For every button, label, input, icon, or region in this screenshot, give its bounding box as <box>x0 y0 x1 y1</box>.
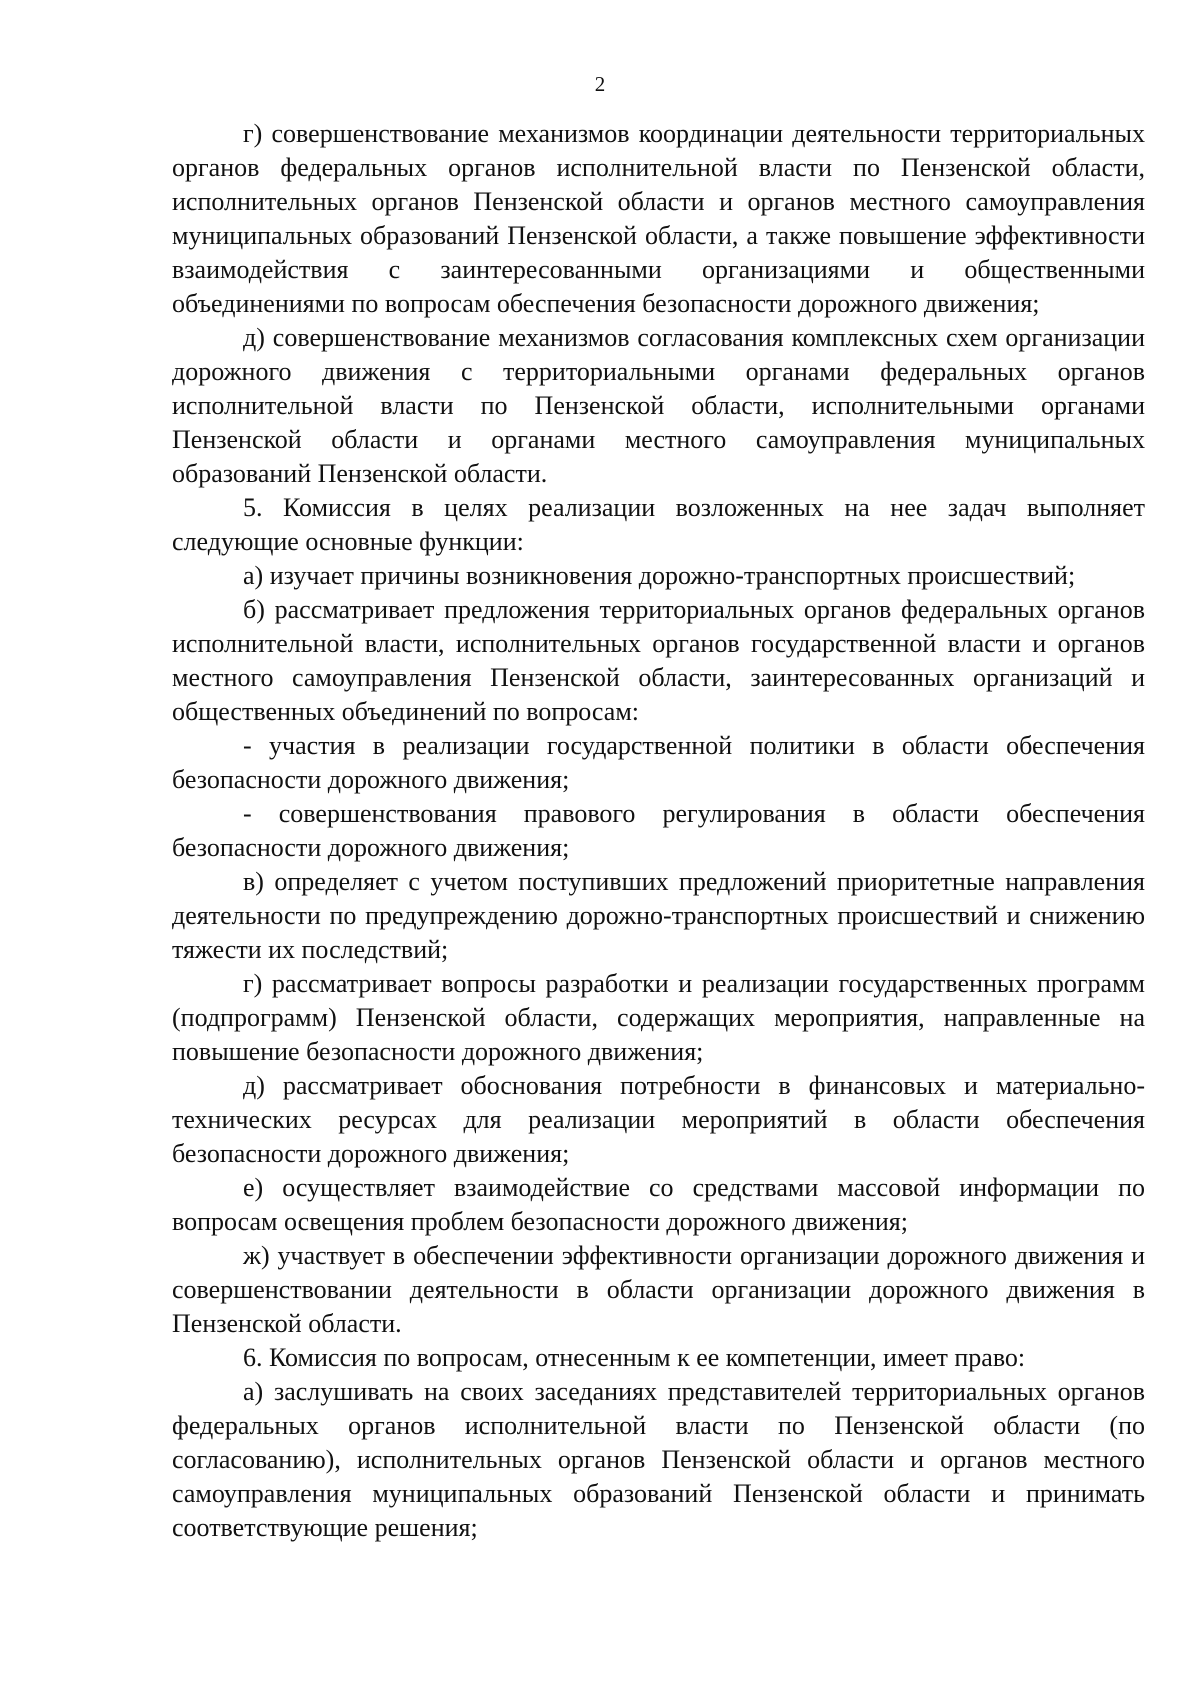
paragraph-g-state-programs: г) рассматривает вопросы разработки и реализации государственных программ (подпрограмм) Пензенской области, содержащих мероприятия, направленные на повышение безопасности дорожного движения; <box>172 969 1145 1066</box>
paragraph-5-functions: 5. Комиссия в целях реализации возложенных на нее задач выполняет следующие основные функции: <box>172 493 1145 556</box>
paragraph-v-priorities: в) определяет с учетом поступивших предложений приоритетные направления деятельности по предупреждению дорожно-транспортных происшествий и снижению тяжести их последствий; <box>172 867 1145 964</box>
paragraph-e-mass-media: е) осуществляет взаимодействие со средствами массовой информации по вопросам освещения проблем безопасности дорожного движения; <box>172 1173 1145 1236</box>
paragraph-a-studies-causes: а) изучает причины возникновения дорожно-транспортных происшествий; <box>243 561 1076 590</box>
page-number: 2 <box>594 72 606 96</box>
paragraph-dash-state-policy: - участия в реализации государственной политики в области обеспечения безопасности дорожного движения; <box>172 731 1145 794</box>
document-body <box>172 117 1145 1545</box>
paragraph-6-rights: 6. Комиссия по вопросам, отнесенным к ее компетенции, имеет право: <box>243 1343 1026 1372</box>
paragraph-a-hearings: а) заслушивать на своих заседаниях представителей территориальных органов федеральных органов исполнительной власти по Пензенской области (по согласованию), исполнительных органов Пензенской области и органов местного самоуправления муниципальных образований Пензенской области и принимать соответствующие решения; <box>172 1377 1145 1542</box>
paragraph-d-resources: д) рассматривает обоснования потребности в финансовых и материально-технических ресурсах для реализации мероприятий в области обеспечения безопасности дорожного движения; <box>172 1071 1145 1168</box>
paragraph-zh-traffic-organization: ж) участвует в обеспечении эффективности организации дорожного движения и совершенствовании деятельности в области организации дорожного движения в Пензенской области. <box>172 1241 1145 1338</box>
paragraph-d-traffic-schemes: д) совершенствование механизмов согласования комплексных схем организации дорожного движения с территориальными органами федеральных органов исполнительной власти по Пензенской области, исполнительными органами Пензенской области и органами местного самоуправления муниципальных образований Пензенской области. <box>172 323 1145 488</box>
paragraph-g-coordination: г) совершенствование механизмов координации деятельности территориальных органов федеральных органов исполнительной власти по Пензенской области, исполнительных органов Пензенской области и органов местного самоуправления муниципальных образований Пензенской области, а также повышение эффективности взаимодействия с заинтересованными организациями и общественными объединениями по вопросам обеспечения безопасности дорожного движения; <box>172 119 1145 318</box>
paragraph-b-considers-proposals: б) рассматривает предложения территориальных органов федеральных органов исполнительной власти, исполнительных органов государственной власти и органов местного самоуправления Пензенской области, заинтересованных организаций и общественных объединений по вопросам: <box>172 595 1145 726</box>
paragraph-dash-legal-regulation: - совершенствования правового регулирования в области обеспечения безопасности дорожного движения; <box>172 799 1145 862</box>
